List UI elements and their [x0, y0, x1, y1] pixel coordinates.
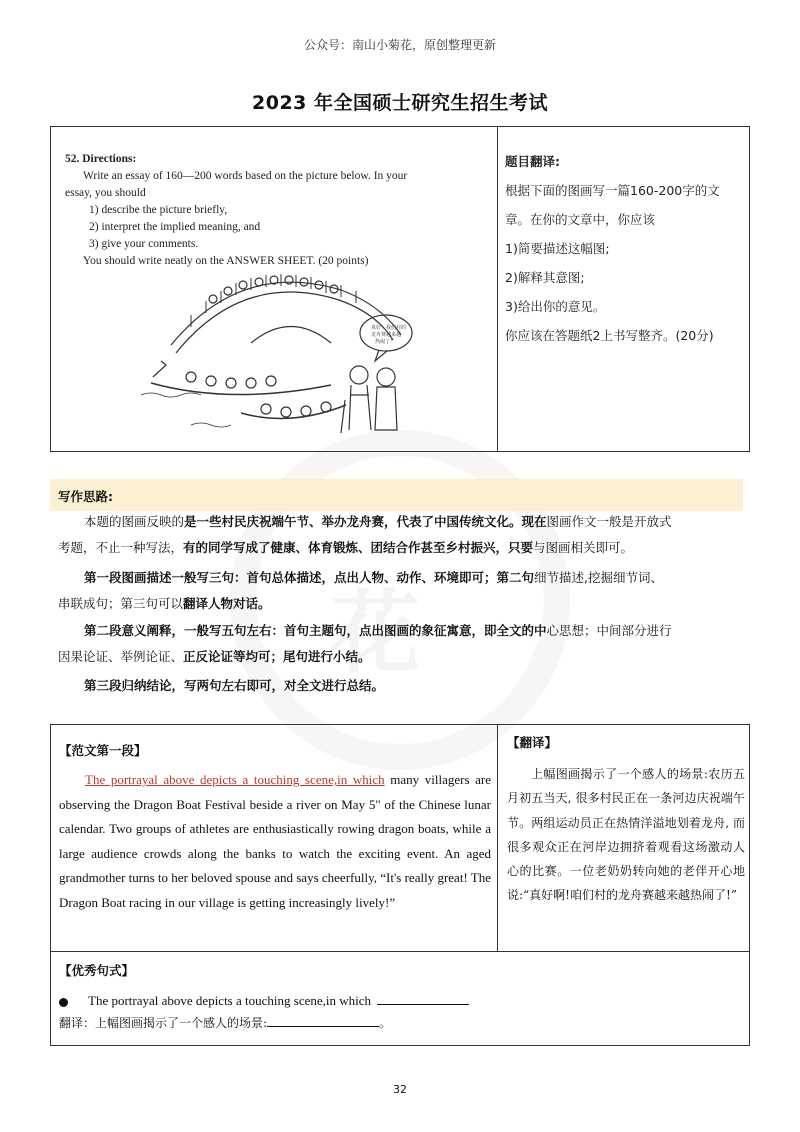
directions-item: 2) interpret the implied meaning, and — [89, 221, 261, 233]
dragon-boat-cartoon — [131, 265, 431, 435]
ideas-paragraph-3 — [58, 621, 748, 641]
ideas-paragraph-4 — [58, 676, 748, 696]
ideas-title: 写作思路: — [58, 489, 113, 504]
sentence-translation — [59, 1014, 391, 1031]
ideas-text: 串联成句；第三句可以 — [58, 596, 184, 611]
translation-line: 你应该在答题纸2上书写整齐。(20分) — [505, 328, 714, 343]
pattern-text: The portrayal above depicts a touching scene,in which — [88, 993, 372, 1008]
model-translation — [507, 762, 745, 908]
sentence-pattern — [59, 991, 469, 1009]
ideas-bold: 第一段图画描述一般写三句：首句总体描述，点出人物、动作、环境即可；第二句 — [84, 570, 535, 585]
ideas-bold: 正反论证等均可；尾句进行小结。 — [183, 649, 371, 664]
bullet-icon — [59, 998, 68, 1007]
ideas-bold: 是一些村民庆祝端午节、举办龙舟赛，代表了中国传统文化。现在 — [184, 514, 547, 529]
svg-text:龙舟赛越来越: 龙舟赛越来越 — [371, 332, 402, 338]
directions-item: 1) describe the picture briefly, — [89, 204, 228, 216]
ideas-text: 细节描述,挖掘细节词、 — [534, 570, 663, 585]
translation-item: 1)简要描述这幅图; — [505, 241, 610, 256]
model-essay-table — [50, 724, 750, 1046]
page-number: 32 — [393, 1083, 407, 1096]
translation-end: 。 — [379, 1016, 392, 1030]
ideas-bold: 翻译人物对话。 — [183, 596, 271, 611]
page-header: 公众号：南山小菊花，原创整理更新 — [303, 38, 496, 52]
column-divider — [497, 127, 498, 451]
model-essay — [59, 768, 491, 915]
ideas-text: 与图画相关即可。 — [533, 540, 634, 555]
highlighted-pattern: The portrayal above depicts a touching scene,in which — [85, 772, 385, 787]
ideas-bold: 有的同学写成了健康、体育锻炼、团结合作甚至乡村振兴，只要 — [183, 540, 534, 555]
translation-label: 翻译：上幅图画揭示了一个感人的场景: — [59, 1016, 268, 1030]
svg-text:真好！我们村的: 真好！我们村的 — [371, 325, 407, 331]
svg-text:热闹了！: 热闹了！ — [375, 339, 396, 345]
translation-item: 3)给出你的意见。 — [505, 299, 606, 314]
translation-line: 根据下面的图画写一篇160-200字的文 — [505, 183, 720, 198]
essay-text: many villagers are observing the Dragon Boat Festival beside a river on May 5" of the Chinese lunar calendar. Two groups of athletes are enthusiastically rowing dragon boats, while a large audience crowds along the banks to watch the exciting event. An aged grandmother turns to her beloved spouse and says cheerfully, “It's really great! The Dragon Boat racing in our village is getting increasingly lively!” — [59, 772, 492, 910]
fill-blank — [377, 991, 469, 1005]
model-heading: 【范文第一段】 — [59, 743, 147, 758]
directions-block — [65, 151, 485, 270]
ideas-paragraph-2b — [58, 594, 748, 614]
ideas-paragraph-3b — [58, 647, 748, 667]
ideas-bold: 第二段意义阐释，一般写五句左右：首句主题句，点出图画的象征寓意，即全文的中 — [84, 623, 547, 638]
directions-heading: 52. Directions: — [65, 153, 137, 165]
page-title: 2023 年全国硕士研究生招生考试 — [252, 92, 548, 114]
sentences-heading: 【优秀句式】 — [59, 963, 135, 978]
translation-text: 上幅图画揭示了一个感人的场景:农历五月初五当天, 很多村民正在一条河边庆祝端午节。两组运动员正在热情洋溢地划着龙舟, 而很多观众正在河岸边拥挤着观看这场激动人心的比赛。一位老奶奶转向她的老伴开心地说:“真好啊!咱们村的龙舟赛越来越热闹了!” — [507, 767, 745, 903]
ideas-text: 图画作文一般是开放式 — [546, 514, 672, 529]
directions-line: Write an essay of 160—200 words based on the picture below. In your — [83, 170, 408, 182]
directions-line: essay, you should — [65, 187, 146, 199]
directions-item: 3) give your comments. — [89, 238, 199, 250]
column-divider — [497, 725, 498, 951]
topic-translation — [505, 147, 745, 350]
ideas-paragraph-1b — [58, 538, 748, 558]
row-divider — [51, 951, 749, 952]
ideas-paragraph-1 — [58, 512, 748, 532]
ideas-paragraph-2 — [58, 568, 748, 588]
translation-line: 章。在你的文章中，你应该 — [505, 212, 656, 227]
translation-item: 2)解释其意图; — [505, 270, 585, 285]
ideas-text: 因果论证、举例论证、 — [58, 649, 184, 664]
ideas-bold: 第三段归纳结论，写两句左右即可，对全文进行总结。 — [84, 678, 385, 693]
translation-heading: 【翻译】 — [507, 735, 558, 750]
ideas-text: 考题，不止一种写法， — [58, 540, 184, 555]
ideas-text: 心思想；中间部分进行 — [546, 623, 672, 638]
ideas-text: 本题的图画反映的 — [84, 514, 185, 529]
watermark-glyph: 花 — [330, 580, 420, 686]
fill-blank — [267, 1014, 379, 1027]
translation-heading: 题目翻译: — [505, 154, 560, 169]
ideas-highlight — [50, 479, 743, 511]
directions-line: You should write neatly on the ANSWER SHEET. (20 points) — [83, 255, 369, 267]
question-table — [50, 126, 750, 452]
